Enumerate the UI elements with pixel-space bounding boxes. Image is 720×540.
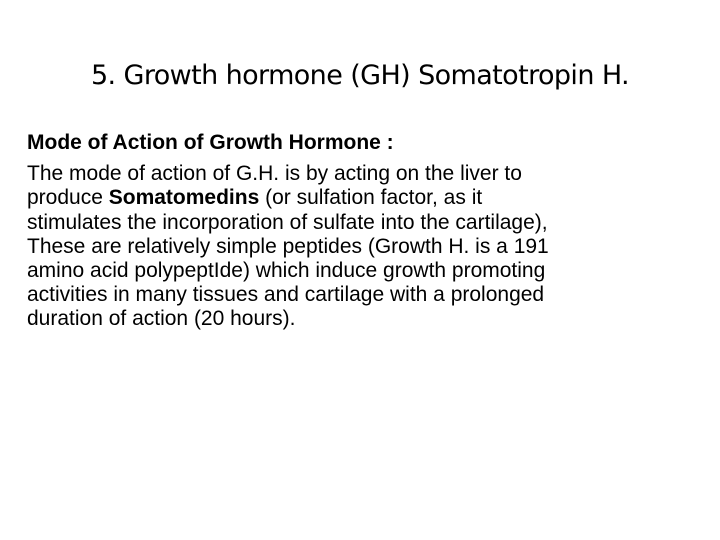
body-line-3: stimulates the incorporation of sulfate into the cartilage), xyxy=(27,210,548,234)
section-heading: Mode of Action of Growth Hormone : xyxy=(27,131,394,154)
body-line-5: amino acid polypeptIde) which induce growth promoting xyxy=(27,259,546,283)
body-line-2 xyxy=(27,186,697,210)
slide-title: 5. Growth hormone (GH) Somatotropin H. xyxy=(90,60,630,91)
body-line-4: These are relatively simple peptides (Growth H. is a 191 xyxy=(27,234,549,258)
body-line-6: activities in many tissues and cartilage with a prolonged xyxy=(27,283,545,307)
body-line-2-prefix: produce xyxy=(27,186,109,210)
body-line-1: The mode of action of G.H. is by acting on the liver to xyxy=(27,162,522,186)
body-line-2-suffix: (or sulfation factor, as it xyxy=(259,186,483,210)
somatomedins-term: Somatomedins xyxy=(108,186,260,210)
body-paragraph xyxy=(27,162,697,331)
slide-content xyxy=(27,131,697,332)
body-line-7: duration of action (20 hours). xyxy=(27,307,296,331)
